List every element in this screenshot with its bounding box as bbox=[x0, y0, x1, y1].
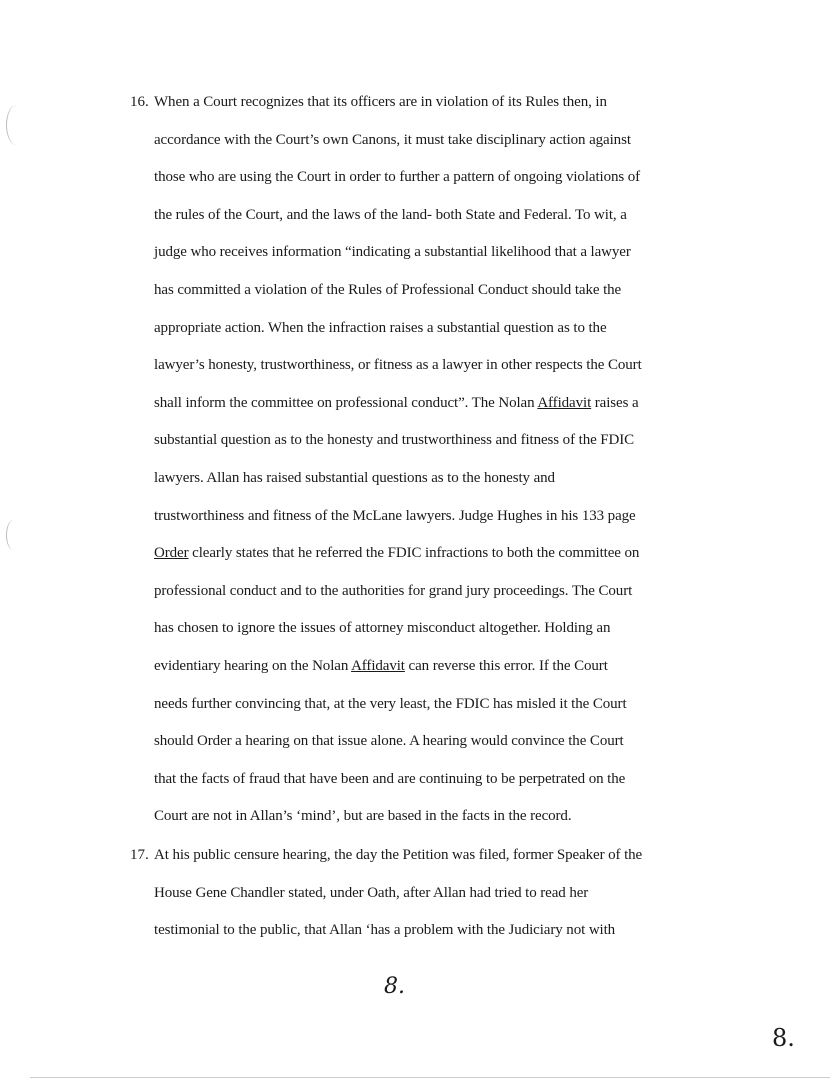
text-line bbox=[154, 131, 631, 149]
text-run: that the facts of fraud that have been and are continuing to be perpetrated on the bbox=[154, 770, 626, 787]
paragraph-number: 17. bbox=[130, 847, 149, 863]
text-run: clearly states that he referred the FDIC infractions to both the committee on bbox=[188, 545, 640, 562]
scan-edge bbox=[30, 1077, 830, 1078]
text-line bbox=[154, 619, 610, 637]
text-run: At his public censure hearing, the day the Petition was filed, former Speaker of the bbox=[154, 847, 643, 863]
text-run: judge who receives information “indicating a substantial likelihood that a lawyer bbox=[154, 244, 631, 261]
underlined-reference: Order bbox=[154, 545, 189, 562]
text-run: lawyers. Allan has raised substantial questions as to the honesty and bbox=[154, 470, 555, 486]
text-line bbox=[154, 657, 608, 675]
text-run: shall inform the committee on professional conduct”. The Nolan bbox=[154, 394, 538, 411]
text-line bbox=[154, 807, 571, 825]
text-line bbox=[154, 695, 627, 713]
text-line bbox=[154, 732, 624, 750]
text-run: accordance with the Court’s own Canons, it must take disciplinary action against bbox=[154, 131, 631, 148]
text-run: should Order a hearing on that issue alone. A hearing would convince the Court bbox=[154, 733, 624, 750]
scan-artifact bbox=[6, 520, 21, 550]
text-line bbox=[154, 770, 625, 788]
text-line bbox=[154, 168, 640, 186]
text-line bbox=[154, 846, 642, 864]
text-run: needs further convincing that, at the very least, the FDIC has misled it the Court bbox=[154, 695, 627, 712]
text-run: When a Court recognizes that its officers are in violation of its Rules then, in bbox=[154, 94, 607, 110]
text-run: has committed a violation of the Rules of Professional Conduct should take the bbox=[154, 282, 622, 298]
text-line bbox=[154, 544, 639, 562]
text-run: raises a bbox=[591, 394, 639, 411]
text-run: House Gene Chandler stated, under Oath, after Allan had tried to read her bbox=[154, 884, 589, 901]
text-line bbox=[154, 394, 639, 412]
text-line bbox=[154, 319, 607, 337]
paragraph-number: 16. bbox=[130, 94, 149, 110]
text-run: those who are using the Court in order to further a pattern of ongoing violations of bbox=[154, 169, 641, 186]
text-line bbox=[154, 356, 642, 374]
text-line bbox=[154, 206, 627, 224]
text-run: testimonial to the public, that Allan ‘has a problem with the Judiciary not with bbox=[154, 922, 616, 939]
text-run: can reverse this error. If the Court bbox=[404, 658, 608, 674]
text-run: the rules of the Court, and the laws of the land- both State and Federal. To wit, a bbox=[154, 206, 627, 223]
text-line bbox=[154, 582, 632, 600]
handwritten-page-number: 8. bbox=[384, 974, 405, 999]
page-number: 8. bbox=[772, 1024, 795, 1052]
text-line bbox=[154, 921, 615, 939]
text-line bbox=[154, 243, 631, 261]
text-line bbox=[154, 469, 555, 487]
text-run: lawyer’s honesty, trustworthiness, or fitness as a lawyer in other respects the Court bbox=[154, 357, 642, 374]
scan-artifact bbox=[6, 105, 27, 145]
text-run: has chosen to ignore the issues of attorney misconduct altogether. Holding an bbox=[154, 620, 611, 637]
text-run: substantial question as to the honesty and trustworthiness and fitness of the FDIC bbox=[154, 432, 635, 449]
text-line bbox=[154, 884, 588, 902]
text-run: professional conduct and to the authorities for grand jury proceedings. The Court bbox=[154, 582, 633, 599]
underlined-reference: Affidavit bbox=[537, 394, 592, 411]
text-line bbox=[154, 507, 636, 525]
text-run: appropriate action. When the infraction raises a substantial question as to the bbox=[154, 319, 607, 336]
text-line bbox=[154, 93, 607, 111]
text-run: Court are not in Allan’s ‘mind’, but are based in the facts in the record. bbox=[154, 808, 572, 825]
text-line bbox=[154, 431, 634, 449]
text-line bbox=[154, 281, 621, 299]
text-run: trustworthiness and fitness of the McLane lawyers. Judge Hughes in his 133 page bbox=[154, 507, 636, 524]
underlined-reference: Affidavit bbox=[351, 658, 405, 674]
text-run: evidentiary hearing on the Nolan bbox=[154, 658, 352, 674]
